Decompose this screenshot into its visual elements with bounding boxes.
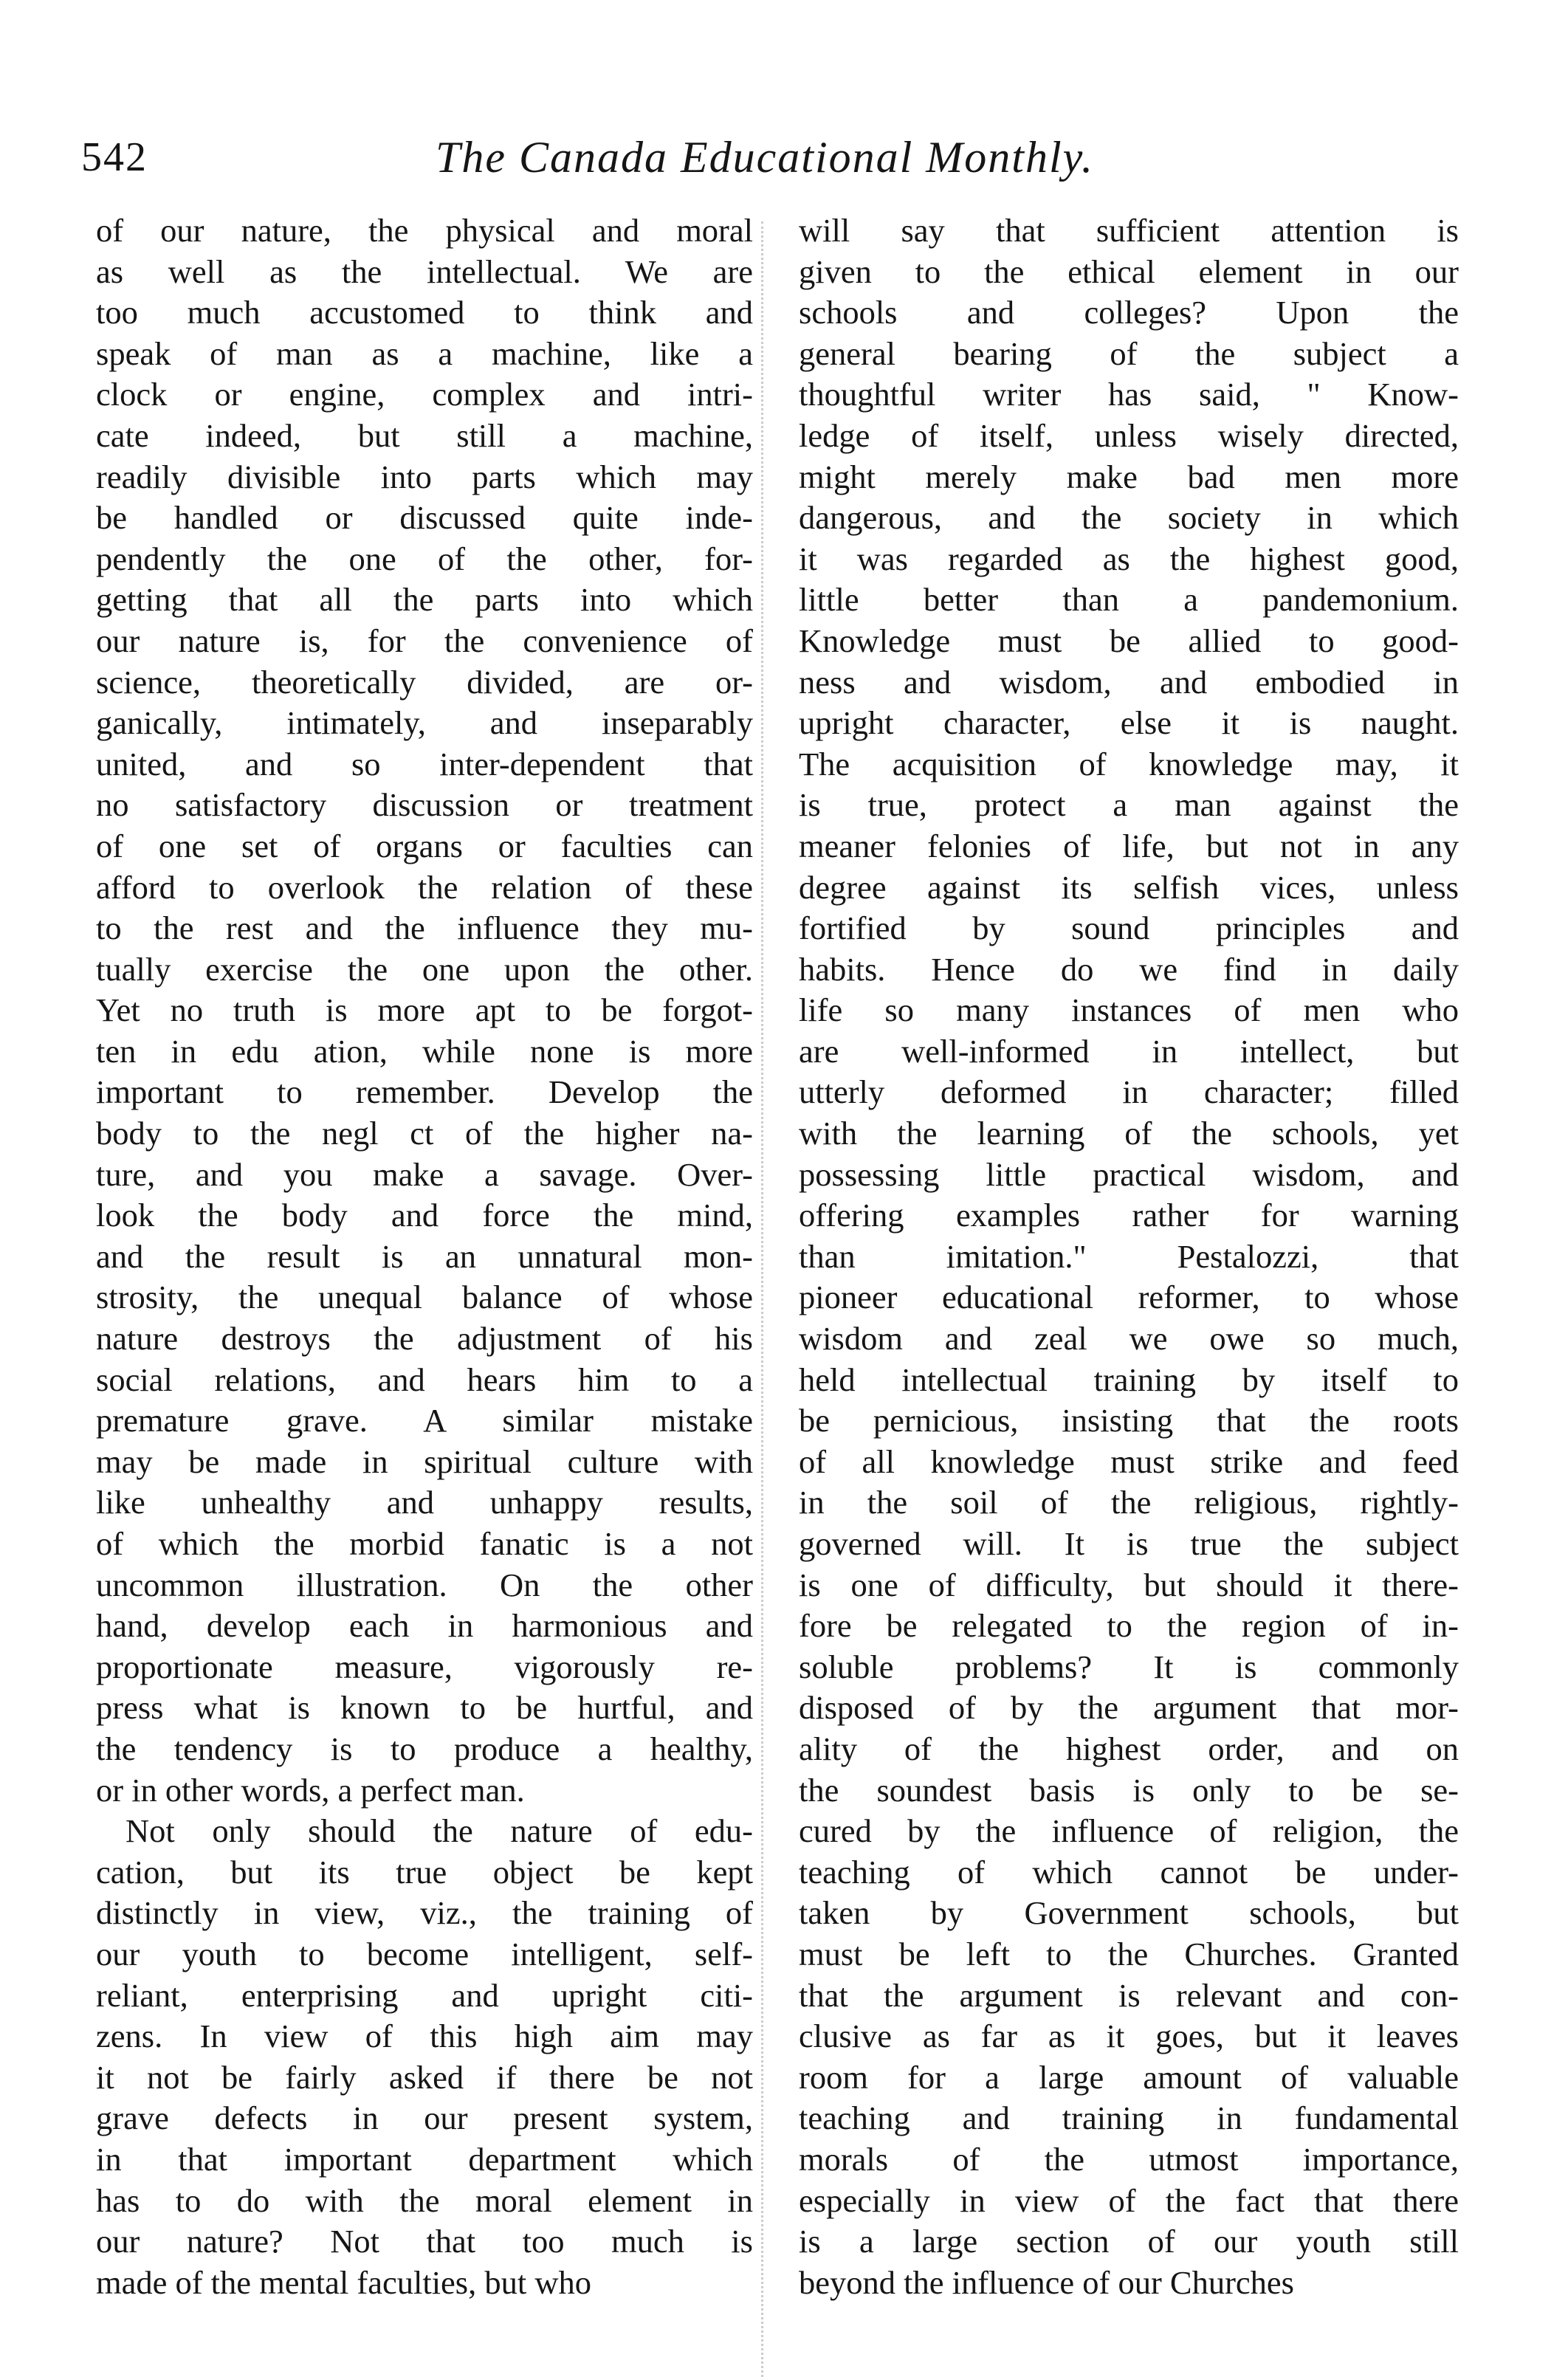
- text-line: disposed of by the argument that mor-: [799, 1689, 1459, 1727]
- text-line: cured by the influence of religion, the: [799, 1812, 1459, 1850]
- text-line: meaner felonies of life, but not in any: [799, 827, 1459, 864]
- text-line: upright character, else it is naught.: [799, 704, 1459, 742]
- text-line: soluble problems? It is commonly: [799, 1648, 1459, 1685]
- text-line: nature destroys the adjustment of his: [96, 1320, 753, 1358]
- text-line: strosity, the unequal balance of whose: [96, 1279, 753, 1316]
- text-line: it was regarded as the highest good,: [799, 540, 1459, 577]
- text-line: will say that sufficient attention is: [799, 212, 1459, 249]
- text-line: no satisfactory discussion or treatment: [96, 786, 753, 824]
- text-line: possessing little practical wisdom, and: [799, 1155, 1459, 1193]
- text-line: look the body and force the mind,: [96, 1197, 753, 1234]
- text-line: afford to overlook the relation of these: [96, 868, 753, 906]
- text-line: room for a large amount of valuable: [799, 2058, 1459, 2096]
- text-line: ality of the highest order, and on: [799, 1730, 1459, 1767]
- text-line: The acquisition of knowledge may, it: [799, 745, 1459, 782]
- text-line: is one of difficulty, but should it there-: [799, 1566, 1459, 1603]
- text-line: to the rest and the influence they mu-: [96, 909, 753, 947]
- text-line: especially in view of the fact that there: [799, 2181, 1459, 2219]
- page-header: [81, 124, 1476, 190]
- text-line: it not be fairly asked if there be not: [96, 2058, 753, 2096]
- text-line: zens. In view of this high aim may: [96, 2017, 753, 2055]
- text-line: cation, but its true object be kept: [96, 1853, 753, 1891]
- text-line: wisdom and zeal we owe so much,: [799, 1320, 1459, 1358]
- text-line: ture, and you make a savage. Over-: [96, 1155, 753, 1193]
- text-line: must be left to the Churches. Granted: [799, 1935, 1459, 1972]
- text-line: be pernicious, insisting that the roots: [799, 1402, 1459, 1439]
- column-divider: [761, 221, 766, 2377]
- text-line: ganically, intimately, and inseparably: [96, 704, 753, 742]
- text-line: beyond the influence of our Churches: [799, 2263, 1294, 2301]
- text-line: may be made in spiritual culture with: [96, 1442, 753, 1480]
- text-line: taken by Government schools, but: [799, 1894, 1459, 1932]
- text-line: teaching and training in fundamental: [799, 2099, 1459, 2137]
- text-line: ness and wisdom, and embodied in: [799, 663, 1459, 701]
- text-line: pendently the one of the other, for-: [96, 540, 753, 577]
- text-line: the tendency is to produce a healthy,: [96, 1730, 753, 1767]
- text-line: utterly deformed in character; filled: [799, 1073, 1459, 1111]
- text-line: united, and so inter-dependent that: [96, 745, 753, 782]
- text-line: be handled or discussed quite inde-: [96, 499, 753, 537]
- text-line: habits. Hence do we find in daily: [799, 950, 1459, 988]
- text-line: of which the morbid fanatic is a not: [96, 1525, 753, 1562]
- text-line: getting that all the parts into which: [96, 581, 753, 619]
- text-line: might merely make bad men more: [799, 458, 1459, 495]
- text-line: with the learning of the schools, yet: [799, 1115, 1459, 1152]
- text-line: clock or engine, complex and intri-: [96, 376, 753, 413]
- text-line: has to do with the moral element in: [96, 2181, 753, 2219]
- text-line: of our nature, the physical and moral: [96, 212, 753, 249]
- text-line: Knowledge must be allied to good-: [799, 622, 1459, 659]
- right-text-column: [799, 210, 1459, 2303]
- text-line: in the soil of the religious, rightly-: [799, 1484, 1459, 1521]
- text-line: governed will. It is true the subject: [799, 1525, 1459, 1562]
- text-line: and the result is an unnatural mon-: [96, 1237, 753, 1275]
- text-line: premature grave. A similar mistake: [96, 1402, 753, 1439]
- text-line: science, theoretically divided, are or-: [96, 663, 753, 701]
- text-line: social relations, and hears him to a: [96, 1361, 753, 1398]
- text-line: distinctly in view, viz., the training of: [96, 1894, 753, 1932]
- text-line: made of the mental faculties, but who: [96, 2263, 591, 2301]
- text-line: morals of the utmost importance,: [799, 2140, 1459, 2178]
- text-line: pioneer educational reformer, to whose: [799, 1279, 1459, 1316]
- text-line: Yet no truth is more apt to be forgot-: [96, 991, 753, 1029]
- text-line: fore be relegated to the region of in-: [799, 1607, 1459, 1645]
- text-line: than imitation." Pestalozzi, that: [799, 1237, 1459, 1275]
- text-line: our nature is, for the convenience of: [96, 622, 753, 659]
- text-line: are well-informed in intellect, but: [799, 1032, 1459, 1070]
- text-line: is true, protect a man against the: [799, 786, 1459, 824]
- text-line: uncommon illustration. On the other: [96, 1566, 753, 1603]
- text-line: hand, develop each in harmonious and: [96, 1607, 753, 1645]
- text-line: general bearing of the subject a: [799, 334, 1459, 372]
- text-line: press what is known to be hurtful, and: [96, 1689, 753, 1727]
- text-line: teaching of which cannot be under-: [799, 1853, 1459, 1891]
- text-line: given to the ethical element in our: [799, 252, 1459, 290]
- text-line: thoughtful writer has said, " Know-: [799, 376, 1459, 413]
- text-line: ledge of itself, unless wisely directed,: [799, 416, 1459, 454]
- text-line: reliant, enterprising and upright citi-: [96, 1976, 753, 2014]
- text-line: speak of man as a machine, like a: [96, 334, 753, 372]
- text-line: little better than a pandemonium.: [799, 581, 1459, 619]
- text-line: in that important department which: [96, 2140, 753, 2178]
- text-line: tually exercise the one upon the other.: [96, 950, 753, 988]
- text-line: body to the negl ct of the higher na-: [96, 1115, 753, 1152]
- text-line: like unhealthy and unhappy results,: [96, 1484, 753, 1521]
- text-line: schools and colleges? Upon the: [799, 294, 1459, 331]
- text-line: degree against its selfish vices, unless: [799, 868, 1459, 906]
- text-line: of all knowledge must strike and feed: [799, 1442, 1459, 1480]
- text-line: our nature? Not that too much is: [96, 2223, 753, 2260]
- left-text-column: [96, 210, 753, 2303]
- text-line: of one set of organs or faculties can: [96, 827, 753, 864]
- text-line: held intellectual training by itself to: [799, 1361, 1459, 1398]
- text-line: cate indeed, but still a machine,: [96, 416, 753, 454]
- text-line: ten in edu ation, while none is more: [96, 1032, 753, 1070]
- text-line: the soundest basis is only to be se-: [799, 1771, 1459, 1809]
- text-line: Not only should the nature of edu-: [125, 1812, 753, 1850]
- text-line: grave defects in our present system,: [96, 2099, 753, 2137]
- text-line: life so many instances of men who: [799, 991, 1459, 1029]
- text-line: readily divisible into parts which may: [96, 458, 753, 495]
- text-line: our youth to become intelligent, self-: [96, 1935, 753, 1972]
- text-line: dangerous, and the society in which: [799, 499, 1459, 537]
- text-line: proportionate measure, vigorously re-: [96, 1648, 753, 1685]
- page-number: 542: [81, 134, 148, 180]
- text-line: fortified by sound principles and: [799, 909, 1459, 947]
- text-line: offering examples rather for warning: [799, 1197, 1459, 1234]
- text-line: or in other words, a perfect man.: [96, 1771, 525, 1809]
- text-line: is a large section of our youth still: [799, 2223, 1459, 2260]
- text-line: as well as the intellectual. We are: [96, 252, 753, 290]
- text-line: important to remember. Develop the: [96, 1073, 753, 1111]
- text-line: clusive as far as it goes, but it leaves: [799, 2017, 1459, 2055]
- text-line: that the argument is relevant and con-: [799, 1976, 1459, 2014]
- text-line: too much accustomed to think and: [96, 294, 753, 331]
- running-title: The Canada Educational Monthly.: [436, 133, 1094, 182]
